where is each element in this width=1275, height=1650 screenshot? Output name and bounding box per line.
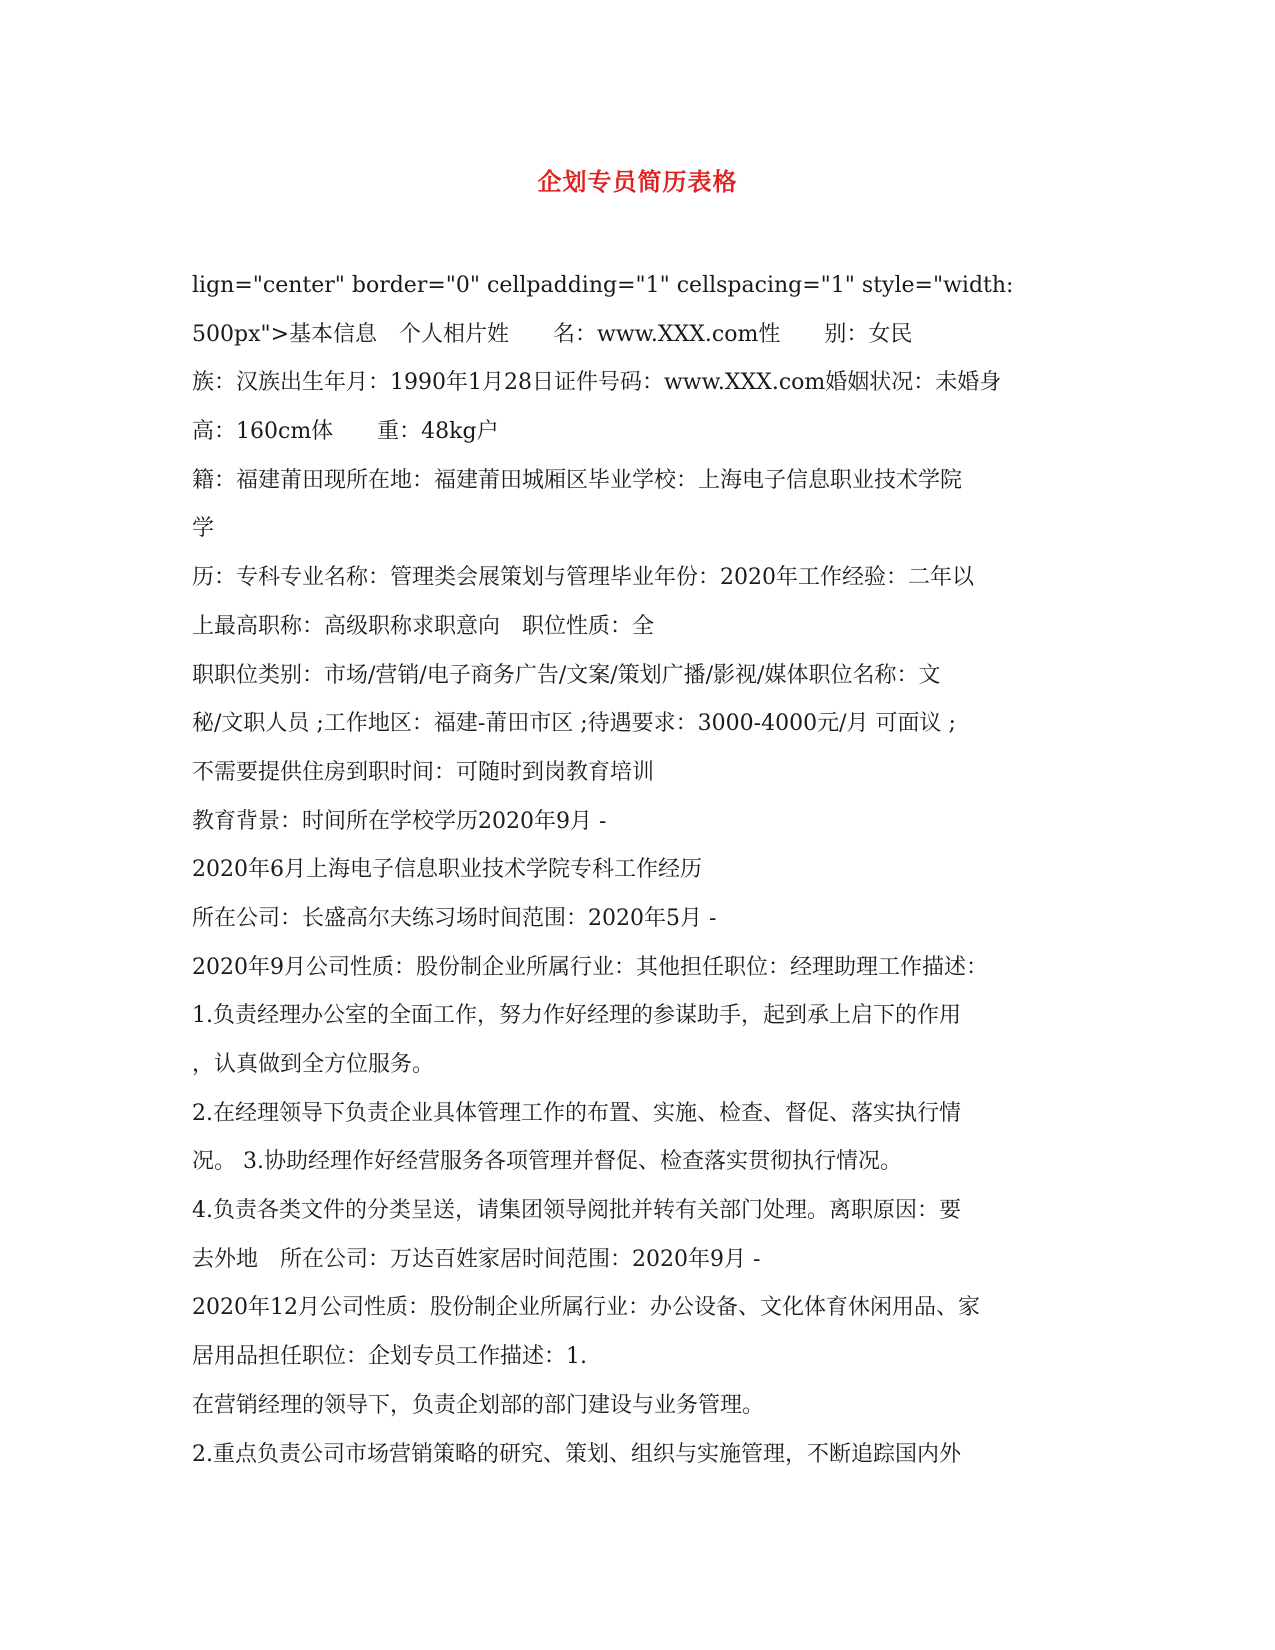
document-title: 企划专员简历表格 <box>537 167 738 196</box>
body-line: 历：专科专业名称：管理类会展策划与管理毕业年份：2020年工作经验：二年以 <box>192 565 974 591</box>
body-line: 所在公司：长盛高尔夫练习场时间范围：2020年5月 - <box>192 905 717 931</box>
body-line: 职职位类别：市场/营销/电子商务广告/文案/策划广播/影视/媒体职位名称：文 <box>192 662 941 688</box>
body-line: 2020年6月上海电子信息职业技术学院专科工作经历 <box>192 857 702 883</box>
body-line: 况。 3.协助经理作好经营服务各项管理并督促、检查落实贯彻执行情况。 <box>192 1149 902 1175</box>
body-line: 2020年9月公司性质：股份制企业所属行业：其他担任职位：经理助理工作描述： <box>192 954 988 980</box>
body-line: 族：汉族出生年月：1990年1月28日证件号码：www.XXX.com婚姻状况：未婚身 <box>192 370 1002 396</box>
body-line: 2.重点负责公司市场营销策略的研究、策划、组织与实施管理，不断追踪国内外 <box>192 1441 961 1467</box>
body-line: ，认真做到全方位服务。 <box>192 1052 435 1077</box>
body-line: 在营销经理的领导下，负责企划部的部门建设与业务管理。 <box>192 1392 765 1418</box>
body-line: 上最高职称：高级职称求职意向 职位性质：全 <box>192 613 655 639</box>
body-line: 去外地 所在公司：万达百姓家居时间范围：2020年9月 - <box>192 1246 761 1272</box>
body-line: 2020年12月公司性质：股份制企业所属行业：办公设备、文化体育休闲用品、家 <box>192 1295 980 1321</box>
body-line: 1.负责经理办公室的全面工作，努力作好经理的参谋助手，起到承上启下的作用 <box>192 1003 961 1029</box>
document-body <box>192 262 1072 1479</box>
body-line: 籍：福建莆田现所在地：福建莆田城厢区毕业学校：上海电子信息职业技术学院 <box>192 467 963 493</box>
body-line: 4.负责各类文件的分类呈送，请集团领导阅批并转有关部门处理。离职原因：要 <box>192 1198 961 1224</box>
body-line: 居用品担任职位：企划专员工作描述：1. <box>192 1344 587 1370</box>
body-line: 不需要提供住房到职时间：可随时到岗教育培训 <box>192 759 655 785</box>
body-line: 秘/文职人员 ;工作地区：福建-莆田市区 ;待遇要求：3000-4000元/月 可面议 ; <box>192 711 956 737</box>
body-line: 高：160cm体 重：48kg户 <box>192 419 499 445</box>
body-line: 教育背景：时间所在学校学历2020年9月 - <box>192 808 607 834</box>
body-line: 学 <box>192 516 215 542</box>
body-line: 500px">基本信息 个人相片姓 名：www.XXX.com性 别：女民 <box>192 321 913 347</box>
body-line: lign="center" border="0" cellpadding="1" cellspacing="1" style="width: <box>192 273 1014 298</box>
body-line: 2.在经理领导下负责企业具体管理工作的布置、实施、检查、督促、落实执行情 <box>192 1100 961 1126</box>
